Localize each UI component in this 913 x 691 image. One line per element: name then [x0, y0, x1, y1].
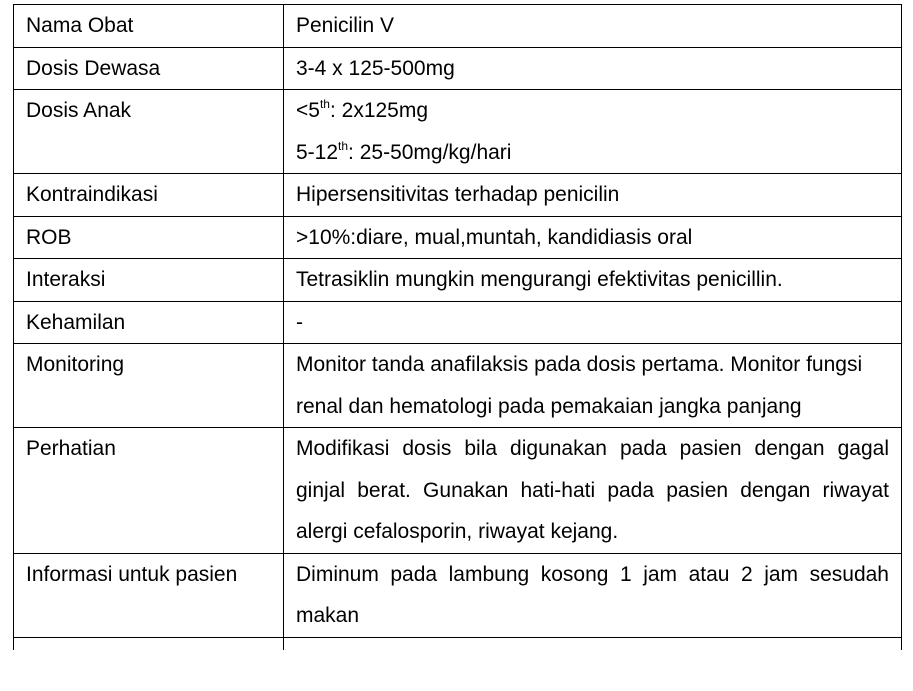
row-perhatian [14, 428, 902, 554]
label-interaksi: Interaksi [14, 259, 284, 302]
perhatian-text: Modifikasi dosis bila digunakan pada pasien dengan gagal ginjal berat. Gunakan hati-hati pada pasien dengan riwayat alergi cefalosporin, riwayat kejang. [296, 437, 889, 543]
label-dosis-anak: Dosis Anak [14, 90, 284, 174]
label-kehamilan: Kehamilan [14, 301, 284, 344]
row-dosis-dewasa [14, 47, 902, 90]
value-rob: >10%:diare, mual,muntah, kandidiasis oral [284, 216, 902, 259]
value-interaksi: Tetrasiklin mungkin mengurangi efektivitas penicillin. [284, 259, 902, 302]
value-informasi-pasien [284, 553, 902, 637]
label-monitoring: Monitoring [14, 344, 284, 428]
informasi-pasien-text: Diminum pada lambung kosong 1 jam atau 2 jam sesudah makan [296, 562, 889, 627]
dosis-anak-line-2 [296, 132, 889, 174]
row-kehamilan [14, 301, 902, 344]
dosis-anak-2-sup: th [338, 138, 349, 153]
tail-cell-left [14, 637, 284, 650]
label-perhatian: Perhatian [14, 428, 284, 554]
dosis-anak-2-prefix: 5-12 [296, 140, 339, 164]
value-kontraindikasi: Hipersensitivitas terhadap penicilin [284, 174, 902, 217]
monitoring-text: Monitor tanda anafilaksis pada dosis pertama. Monitor fungsi renal dan hematologi pada pemakaian jangka panjang [296, 353, 863, 418]
label-nama-obat: Nama Obat [14, 5, 284, 48]
dosis-anak-1-prefix: <5 [296, 99, 320, 122]
row-interaksi [14, 259, 902, 302]
value-monitoring [284, 344, 902, 428]
dosis-anak-2-rest: : 25-50mg/kg/hari [348, 140, 512, 164]
row-dosis-anak [14, 90, 902, 174]
value-dosis-anak [284, 90, 902, 174]
row-kontraindikasi [14, 174, 902, 217]
label-rob: ROB [14, 216, 284, 259]
dosis-anak-line-1 [296, 90, 889, 132]
row-monitoring [14, 344, 902, 428]
value-kehamilan: - [284, 301, 902, 344]
tail-cell-right [284, 637, 902, 650]
row-informasi-pasien [14, 553, 902, 637]
value-perhatian [284, 428, 902, 554]
row-nama-obat [14, 5, 902, 48]
label-kontraindikasi: Kontraindikasi [14, 174, 284, 217]
row-rob [14, 216, 902, 259]
value-nama-obat: Penicilin V [284, 5, 902, 48]
dosis-anak-1-sup: th [319, 97, 330, 111]
drug-info-table [13, 4, 902, 650]
dosis-anak-1-rest: : 2x125mg [329, 99, 429, 122]
label-dosis-dewasa: Dosis Dewasa [14, 47, 284, 90]
label-informasi-pasien: Informasi untuk pasien [14, 553, 284, 637]
value-dosis-dewasa: 3-4 x 125-500mg [284, 47, 902, 90]
row-tail [14, 637, 902, 650]
